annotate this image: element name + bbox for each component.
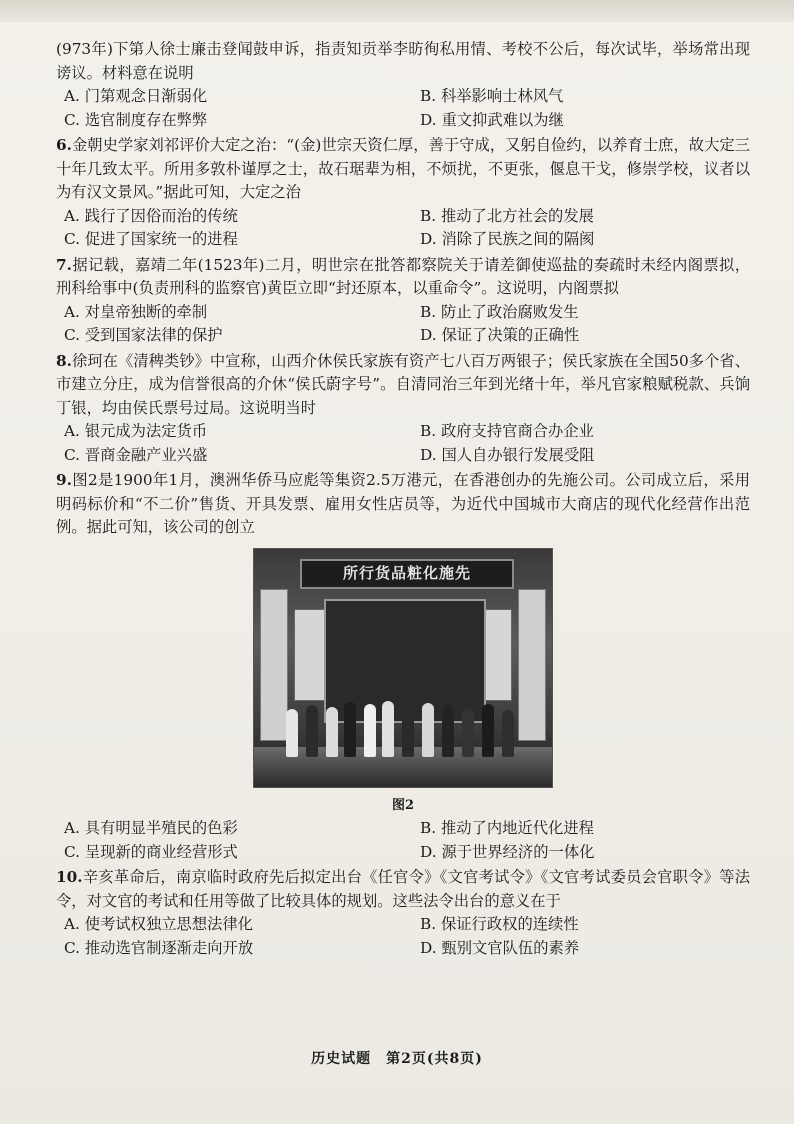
store-signboard: 所行货品粧化施先	[300, 559, 514, 589]
option-d: D. 重文抑武难以为继	[420, 110, 564, 129]
option-a: A. 使考试权独立思想法律化	[64, 915, 254, 933]
sincere-company-photo	[253, 548, 553, 788]
question-6-stem	[56, 134, 750, 205]
question-number: 9.	[56, 471, 72, 489]
question-8-text: 徐珂在《清稗类钞》中宣称，山西介休侯氏家族有资产七八百万两银子；侯氏家族在全国50多个省、市建立分庄，成为信誉很高的介休“侯氏蔚字号”。自清同治三年到光绪十年，举凡官家粮赋税款、兵饷丁银，均由侯氏票号过局。这说明当时	[56, 351, 750, 417]
question-8-stem	[56, 350, 750, 421]
option-d: D. 源于世界经济的一体化	[420, 842, 595, 861]
option-c: C. 呈现新的商业经营形式	[64, 842, 238, 861]
question-list	[56, 36, 750, 960]
question-6	[56, 134, 750, 252]
option-a: A. 践行了因俗而治的传统	[64, 206, 238, 225]
option-d: D. 国人自办银行发展受阻	[420, 445, 595, 464]
question-9-options	[64, 817, 750, 864]
option-a: A. 具有明显半殖民的色彩	[64, 819, 238, 837]
option-d: D. 消除了民族之间的隔阂	[420, 230, 595, 248]
figure-2	[56, 548, 750, 818]
option-b: B. 推动了内地近代化进程	[420, 819, 594, 837]
question-9-text: 图2是1900年1月，澳洲华侨马应彪等集资2.5万港元，在香港创办的先施公司。公司成立后，采用明码标价和“不二价”售货、开具发票、雇用女性店员等，为近代中国城市大商店的现代化经营作出范例。据此可知，该公司的创立	[56, 471, 750, 536]
person-figure	[502, 710, 514, 757]
question-number: 6.	[56, 136, 72, 154]
person-figure	[382, 701, 394, 757]
question-number: 10.	[56, 868, 83, 886]
option-b: B. 推动了北方社会的发展	[420, 206, 594, 225]
question-9-stem	[56, 469, 750, 540]
question-7-text: 据记载，嘉靖二年(1523年)二月，明世宗在批答都察院关于请差御使巡盐的奏疏时未经内阁票拟，刑科给事中(负责刑科的监察官)黄臣立即“封还原本，以重命令”。这说明，内阁票拟	[56, 255, 750, 297]
figure-caption: 图2	[391, 797, 415, 813]
question-5	[56, 38, 750, 132]
question-8-options	[64, 420, 750, 467]
question-5-stem: (973年)下第人徐士廉击登闻鼓申诉，指责知贡举李昉徇私用情、考校不公后，每次试毕，举场常出现谤议。材料意在说明	[56, 40, 750, 82]
question-5-options	[64, 85, 750, 132]
question-6-text: 金朝史学家刘祁评价大定之治：“(金)世宗天资仁厚，善于守成，又躬自俭约，以养育士庶，故大定三十年几致太平。所用多敦朴谨厚之士，故石琚辈为相，不烦扰，不更张，偃息干戈，修崇学校，议者以为有汉文景风。”据此可知，大定之治	[56, 136, 750, 201]
person-figure	[402, 707, 414, 757]
option-d: D. 保证了决策的正确性	[420, 326, 580, 344]
option-c: C. 晋商金融产业兴盛	[64, 445, 208, 464]
option-d: D. 甄别文官队伍的素养	[420, 938, 580, 957]
question-10	[56, 866, 750, 960]
scan-top-band	[0, 0, 794, 22]
person-figure	[344, 702, 356, 757]
person-figure	[422, 703, 434, 757]
person-figure	[442, 705, 454, 757]
group-of-people	[282, 697, 522, 757]
question-9	[56, 469, 750, 864]
option-b: B. 科举影响士林风气	[420, 87, 564, 105]
question-7-stem	[56, 254, 750, 301]
person-figure	[482, 704, 494, 757]
page-footer: 历史试题 第2页(共8页)	[311, 1051, 483, 1067]
storefront-column	[518, 589, 546, 741]
option-b: B. 防止了政治腐败发生	[420, 302, 579, 321]
option-c: C. 选官制度存在弊弊	[64, 110, 208, 129]
option-c: C. 推动选官制逐渐走向开放	[64, 938, 254, 957]
option-b: B. 保证行政权的连续性	[420, 915, 579, 933]
question-number: 7.	[56, 255, 72, 274]
person-figure	[326, 707, 338, 757]
person-figure	[286, 709, 298, 757]
question-number: 8.	[56, 351, 72, 370]
option-a: A. 对皇帝独断的牵制	[64, 302, 208, 321]
question-7	[56, 254, 750, 348]
question-10-text: 辛亥革命后，南京临时政府先后拟定出台《任官令》《文官考试令》《文官考试委员会官职令》等法令，对文官的考试和任用等做了比较具体的规划。这些法令出台的意义在于	[56, 868, 750, 910]
person-figure	[462, 708, 474, 757]
question-7-options	[64, 301, 750, 348]
option-b: B. 政府支持官商合办企业	[420, 422, 594, 440]
question-6-options	[64, 205, 750, 252]
option-c: C. 促进了国家统一的进程	[64, 230, 238, 248]
option-a: A. 银元成为法定货币	[64, 422, 208, 440]
option-a: A. 门第观念日渐弱化	[64, 87, 208, 105]
option-c: C. 受到国家法律的保护	[64, 326, 223, 344]
question-8	[56, 350, 750, 468]
question-10-options	[64, 913, 750, 960]
person-figure	[364, 704, 376, 757]
person-figure	[306, 705, 318, 757]
question-10-stem	[56, 866, 750, 913]
